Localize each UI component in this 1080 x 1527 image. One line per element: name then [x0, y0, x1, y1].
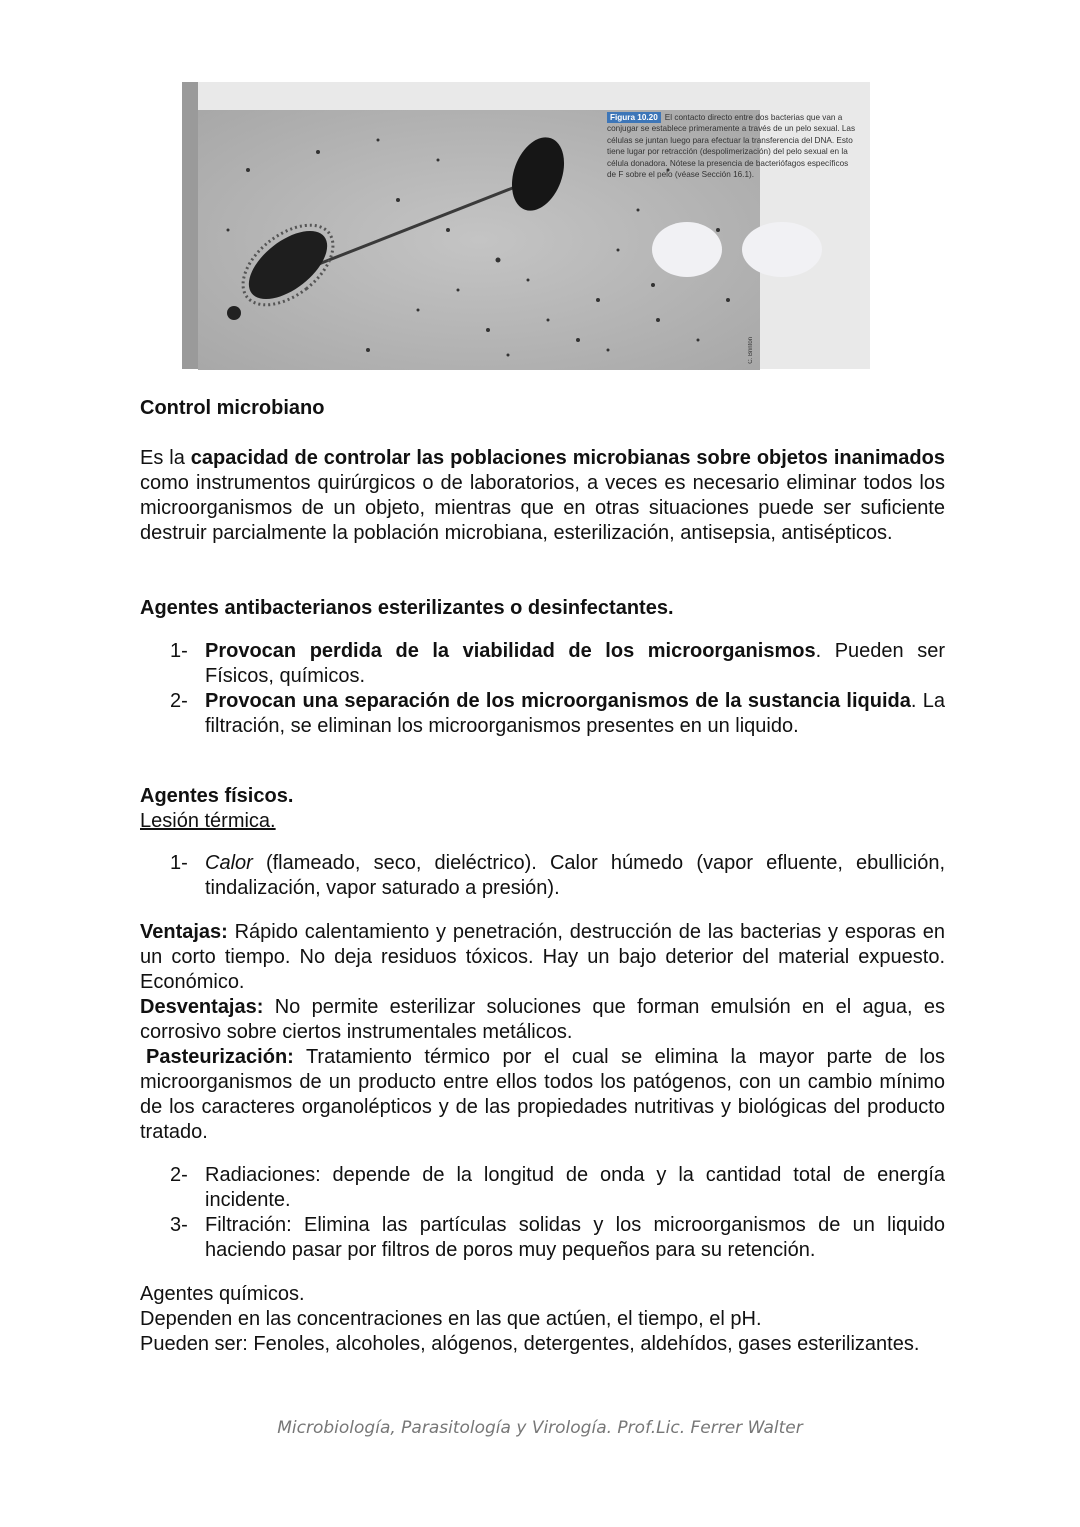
figure: [182, 82, 870, 369]
figure-caption-text: El contacto directo entre dos bacterias que van a conjugar se establece primeramente a través de un pelo sexual. Las células se juntan luego para efectuar la transferencia del DNA. Esto tiene lugar por retracción (despolimerización) del pelo sexual en la célula donadora. Nótese la presencia de bacteriófagos específicos de F sobre el pelo (véase Sección 16.1).: [607, 113, 856, 180]
figure-label: Figura 10.20: [607, 112, 661, 123]
section-title-control: Control microbiano: [140, 397, 325, 419]
list-number: 2-: [170, 1164, 188, 1186]
section-title-physical: Agentes físicos.: [140, 785, 294, 807]
disadvantages-text: No permite esterilizar soluciones que forman emulsión en el agua, es corrosivo sobre ciertos instrumentales metálicos.: [140, 996, 945, 1043]
list-item: [170, 639, 945, 689]
list-item: [170, 1163, 945, 1213]
list-number: 1-: [170, 852, 188, 874]
list-item-italic: Calor: [205, 852, 253, 874]
list-item-text: Filtración: Elimina las partículas solidas y los microorganismos de un liquido haciendo pasar por filtros de poros muy pequeños para su retención.: [205, 1214, 945, 1261]
list-item-text: Radiaciones: depende de la longitud de onda y la cantidad total de energía incidente.: [205, 1164, 945, 1211]
physical-list: [170, 1163, 945, 1263]
pasteurization-label: Pasteurización:: [146, 1046, 294, 1068]
list-number: 3-: [170, 1214, 188, 1236]
pasteurization-text: Tratamiento térmico por el cual se elimina la mayor parte de los microorganismos de un producto entre ellos todos los patógenos, con un cambio mínimo de los caracteres organolépticos y de las propiedades nutritivas y biológicas del producto tratado.: [140, 1046, 945, 1143]
subtitle-thermal-text: Lesión térmica.: [140, 810, 276, 832]
figure-faded-illustration: [742, 222, 822, 277]
list-item-text: (flameado, seco, dieléctrico). Calor húmedo (vapor efluente, ebullición, tindalización, vapor saturado a presión).: [205, 852, 945, 899]
disadvantages-label: Desventajas:: [140, 996, 264, 1018]
list-item: [170, 689, 945, 739]
list-item-text: . Pueden ser Físicos, químicos.: [205, 640, 945, 687]
disadvantages-paragraph: [140, 995, 945, 1045]
list-number: 1-: [170, 640, 188, 662]
list-item: [170, 851, 945, 901]
control-paragraph-bold: capacidad de controlar las poblaciones microbianas sobre objetos inanimados: [190, 447, 945, 469]
control-paragraph-text: como instrumentos quirúrgicos o de laboratorios, a veces es necesario eliminar todos los microorganismos de un objeto, mientras que en otras situaciones puede ser suficiente destruir parcialmente la población microbiana, esterilización, antisepsia, antisépticos.: [140, 472, 945, 544]
figure-caption: [607, 112, 859, 180]
list-item-bold: Provocan perdida de la viabilidad de los microorganismos: [205, 640, 816, 662]
control-paragraph-intro: Es la: [140, 447, 191, 469]
section-title-chemical: Agentes químicos.: [140, 1283, 305, 1305]
agents-list: [170, 639, 945, 739]
chemical-line-2: Pueden ser: Fenoles, alcoholes, alógenos, detergentes, aldehídos, gases esterilizantes.: [140, 1333, 920, 1355]
list-item: [170, 1213, 945, 1263]
advantages-label: Ventajas:: [140, 921, 228, 943]
subtitle-thermal: [140, 809, 945, 834]
figure-faded-illustration: [652, 222, 722, 277]
section-title-agents: Agentes antibacterianos esterilizantes o desinfectantes.: [140, 597, 674, 619]
list-number: 2-: [170, 690, 188, 712]
chemical-line-1: Dependen en las concentraciones en las que actúen, el tiempo, el pH.: [140, 1308, 762, 1330]
control-paragraph: [140, 446, 945, 546]
list-item-bold: Provocan una separación de los microorganismos de la sustancia liquida: [205, 690, 911, 712]
advantages-text: Rápido calentamiento y penetración, destrucción de las bacterias y esporas en un corto tiempo. No deja residuos tóxicos. Hay un bajo deterior del material expuesto. Económico.: [140, 921, 945, 993]
page-footer: Microbiología, Parasitología y Virología. Prof.Lic. Ferrer Walter: [277, 1418, 803, 1438]
advantages-paragraph: [140, 920, 945, 995]
pasteurization-paragraph: [140, 1045, 945, 1145]
heat-list: [170, 851, 945, 901]
figure-border: [182, 82, 198, 369]
list-item-text: . La filtración, se eliminan los microorganismos presentes en un liquido.: [205, 690, 946, 737]
figure-credit: C. Brinton: [748, 337, 754, 364]
